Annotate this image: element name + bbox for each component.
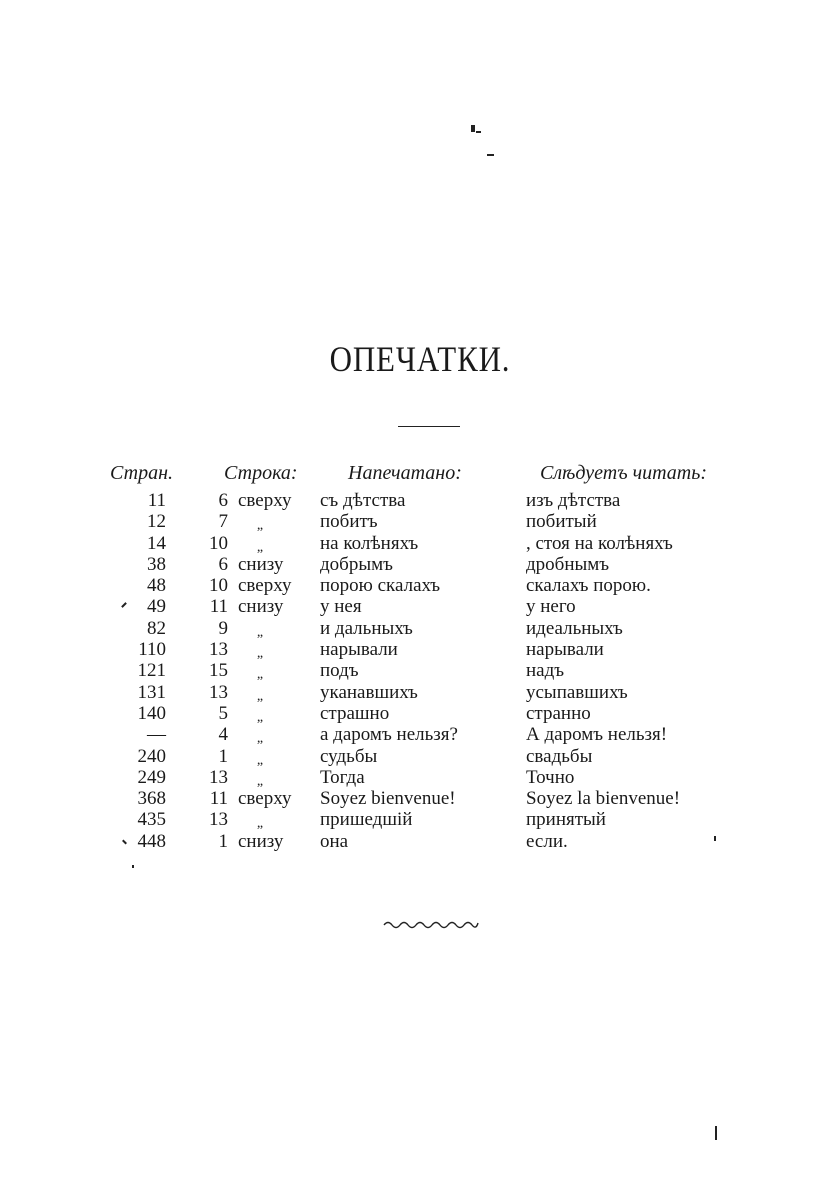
line-number: 4: [218, 724, 228, 746]
line-position: „: [256, 816, 264, 832]
printed-text: на колѣняхъ: [320, 532, 419, 554]
page-number: —: [147, 724, 166, 746]
line-position: сверху: [238, 788, 292, 810]
errata-row: [0, 639, 840, 660]
printed-text: побитъ: [320, 511, 378, 533]
line-position: „: [256, 752, 264, 768]
line-position: „: [256, 518, 264, 534]
errata-row: [0, 511, 840, 532]
correct-text: идеальныхъ: [526, 617, 623, 639]
ink-speck: [132, 865, 134, 868]
printed-text: у нея: [320, 596, 362, 618]
title-rule: [398, 426, 460, 427]
errata-row: [0, 575, 840, 596]
errata-row: [0, 554, 840, 575]
printed-text: добрымъ: [320, 553, 393, 575]
errata-row: [0, 746, 840, 767]
line-number: 1: [218, 830, 228, 852]
header-read: Слѣдуетъ читать:: [540, 462, 708, 484]
printed-text: подъ: [320, 660, 359, 682]
printed-text: пришедшій: [320, 809, 413, 831]
line-position: „: [256, 731, 264, 747]
errata-row: [0, 788, 840, 809]
page-number: 48: [147, 575, 166, 597]
line-number: 13: [209, 766, 228, 788]
line-number: 7: [218, 511, 228, 533]
line-number: 1: [218, 745, 228, 767]
line-number: 11: [209, 788, 228, 810]
page-number: 49: [147, 596, 166, 618]
line-position: „: [256, 646, 264, 662]
header-printed: Напечатано:: [348, 462, 462, 484]
correct-text: свадьбы: [526, 745, 593, 767]
correct-text: у него: [526, 596, 576, 618]
line-number: 6: [218, 490, 228, 511]
correct-text: , стоя на колѣняхъ: [526, 532, 673, 554]
page-number: 448: [137, 830, 166, 852]
line-number: 13: [209, 681, 228, 703]
errata-row: [0, 533, 840, 554]
errata-row: [0, 703, 840, 724]
printed-text: страшно: [320, 702, 390, 724]
errata-row: [0, 490, 840, 511]
correct-text: побитый: [526, 511, 597, 533]
ink-speck: [715, 1126, 717, 1140]
correct-text: если.: [526, 830, 568, 852]
correct-text: странно: [526, 702, 591, 724]
page-number: 11: [147, 490, 166, 511]
correct-text: принятый: [526, 809, 606, 831]
line-position: „: [256, 667, 264, 683]
errata-row: [0, 809, 840, 830]
printed-text: Soyez bienvenue!: [320, 788, 456, 810]
line-number: 5: [218, 702, 228, 724]
ink-speck: [471, 125, 475, 132]
line-position: „: [256, 688, 264, 704]
errata-row: [0, 596, 840, 617]
printed-text: порою скалахъ: [320, 575, 441, 597]
errata-row: [0, 682, 840, 703]
printed-text: съ дѣтства: [320, 490, 406, 511]
printed-text: Тогда: [320, 766, 365, 788]
errata-table: [0, 490, 840, 852]
header-page: Стран.: [110, 462, 173, 484]
line-number: 6: [218, 553, 228, 575]
line-position: „: [256, 624, 264, 640]
correct-text: дробнымъ: [526, 553, 610, 575]
header-line: Строка:: [224, 462, 298, 484]
page-title: ОПЕЧАТКИ.: [329, 339, 511, 379]
correct-text: изъ дѣтства: [526, 490, 621, 511]
errata-row: [0, 724, 840, 745]
correct-text: Soyez la bienvenue!: [526, 788, 681, 810]
line-number: 15: [209, 660, 228, 682]
line-number: 11: [209, 596, 228, 618]
line-number: 10: [209, 575, 228, 597]
printed-text: а даромъ нельзя?: [320, 724, 458, 746]
page-number: 435: [137, 809, 166, 831]
correct-text: А даромъ нельзя!: [526, 724, 668, 746]
page-number: 38: [147, 553, 166, 575]
line-position: сверху: [238, 490, 292, 511]
line-position: „: [256, 539, 264, 555]
printed-text: она: [320, 830, 349, 852]
page-number: 249: [137, 766, 166, 788]
line-number: 13: [209, 809, 228, 831]
correct-text: нарывали: [526, 639, 604, 661]
page-number: 121: [137, 660, 166, 682]
correct-text: усыпавшихъ: [526, 681, 628, 703]
errata-row: [0, 767, 840, 788]
line-number: 13: [209, 639, 228, 661]
ink-speck: [476, 131, 481, 133]
errata-row: [0, 660, 840, 681]
page-number: 110: [138, 639, 166, 661]
line-position: сверху: [238, 575, 292, 597]
page-number: 12: [147, 511, 166, 533]
line-position: снизу: [238, 596, 284, 618]
printed-text: уканавшихъ: [320, 681, 418, 703]
errata-row: [0, 618, 840, 639]
page-number: 14: [147, 532, 166, 554]
ink-speck: [487, 154, 494, 156]
correct-text: скалахъ порою.: [526, 575, 651, 597]
errata-row: [0, 831, 840, 852]
line-number: 10: [209, 532, 228, 554]
page-number: 240: [137, 745, 166, 767]
printed-text: нарывали: [320, 639, 398, 661]
line-position: снизу: [238, 553, 284, 575]
line-position: „: [256, 773, 264, 789]
line-position: „: [256, 709, 264, 725]
printed-text: и дальныхъ: [320, 617, 413, 639]
correct-text: надъ: [526, 660, 565, 682]
line-number: 9: [218, 617, 228, 639]
line-position: снизу: [238, 830, 284, 852]
page-number: 368: [137, 788, 166, 810]
printed-text: судьбы: [320, 745, 378, 767]
page-number: 82: [147, 617, 166, 639]
correct-text: Точно: [526, 766, 575, 788]
page-number: 131: [137, 681, 166, 703]
page-number: 140: [137, 702, 166, 724]
wavy-ornament: [383, 918, 479, 930]
